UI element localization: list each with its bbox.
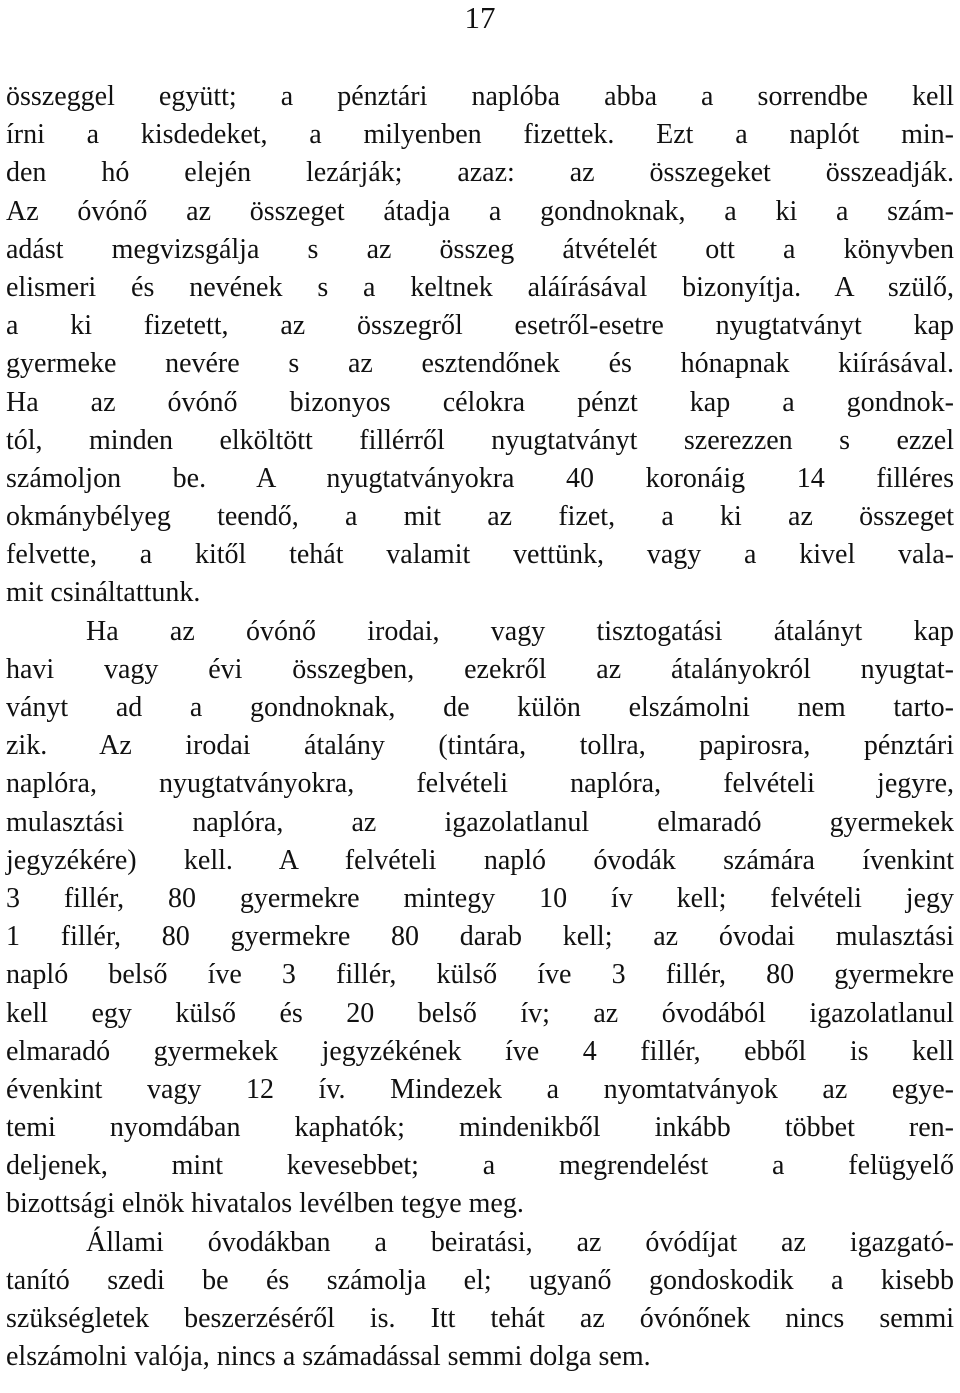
text-line: elmaradó gyermekek jegyzékének íve 4 fillér, ebből is kell <box>6 1035 954 1067</box>
text-line: jegyzékére) kell. A felvételi napló óvodák számára ívenkint <box>6 844 954 876</box>
text-line: Ha az óvónő bizonyos célokra pénzt kap a gondnok- <box>6 386 954 418</box>
text-line: temi nyomdában kaphatók; mindenikből inkább többet ren- <box>6 1112 954 1144</box>
paragraph-start-line: Állami óvodákban a beiratási, az óvódíjat az igazgató- <box>86 1226 954 1258</box>
body-text <box>6 78 954 1376</box>
text-line: gyermeke nevére s az esztendőnek és hónapnak kiírásával. <box>6 348 954 380</box>
text-line: Az óvónő az összeget átadja a gondnoknak, a ki a szám- <box>6 195 954 227</box>
text-line: tanító szedi be és számolja el; ugyanő gondoskodik a kisebb <box>6 1264 954 1296</box>
text-line: 3 fillér, 80 gyermekre mintegy 10 ív kell; felvételi jegy <box>6 882 954 914</box>
text-line: naplóra, nyugtatványokra, felvételi naplóra, felvételi jegyre, <box>6 768 954 800</box>
text-line: napló belső íve 3 fillér, külső íve 3 fillér, 80 gyermekre <box>6 959 954 991</box>
text-line: felvette, a kitől tehát valamit vettünk, vagy a kivel vala- <box>6 539 954 571</box>
text-line: havi vagy évi összegben, ezekről az átalányokról nyugtat- <box>6 653 954 685</box>
paragraph-start-line: Ha az óvónő irodai, vagy tisztogatási átalányt kap <box>86 615 954 647</box>
paragraph-end-line: bizottsági elnök hivatalos levélben tegye meg. <box>6 1188 524 1220</box>
text-line: zik. Az irodai átalány (tintára, tollra, papirosra, pénztári <box>6 730 954 762</box>
text-line: a ki fizetett, az összegről esetről-esetre nyugtatványt kap <box>6 310 954 342</box>
text-line: 1 fillér, 80 gyermekre 80 darab kell; az óvodai mulasztási <box>6 921 954 953</box>
text-line: okmánybélyeg teendő, a mit az fizet, a ki az összeget <box>6 501 954 533</box>
text-line: írni a kisdedeket, a milyenben fizettek. Ezt a naplót min- <box>6 119 954 151</box>
text-line: kell egy külső és 20 belső ív; az óvodából igazolatlanul <box>6 997 954 1029</box>
paragraph-end-line: mit csináltattunk. <box>6 577 201 609</box>
text-line: összeggel együtt; a pénztári naplóba abba a sorrendbe kell <box>6 81 954 112</box>
text-line: elismeri és nevének s a keltnek aláírásával bizonyítja. A szülő, <box>6 271 954 303</box>
text-line: számoljon be. A nyugtatványokra 40 koronáig 14 filléres <box>6 462 954 494</box>
text-line: évenkint vagy 12 ív. Mindezek a nyomtatványok az egye- <box>6 1073 954 1105</box>
page-number: 17 <box>464 0 496 35</box>
text-line: deljenek, mint kevesebbet; a megrendelést a felügyelő <box>6 1150 954 1182</box>
text-line: den hó elején lezárják; azaz: az összegeket összeadják. <box>6 157 954 189</box>
text-line: ványt ad a gondnoknak, de külön elszámolni nem tarto- <box>6 692 954 723</box>
text-line: mulasztási naplóra, az igazolatlanul elmaradó gyermekek <box>6 806 954 838</box>
text-line: adást megvizsgálja s az összeg átvételét ott a könyvben <box>6 233 954 265</box>
text-line: szükségletek beszerzéséről is. Itt tehát az óvónőnek nincs semmi <box>6 1303 954 1334</box>
text-line: tól, minden elköltött fillérről nyugtatványt szerezzen s ezzel <box>6 424 954 456</box>
paragraph-end-line: elszámolni valója, nincs a számadással semmi dolga sem. <box>6 1341 651 1373</box>
